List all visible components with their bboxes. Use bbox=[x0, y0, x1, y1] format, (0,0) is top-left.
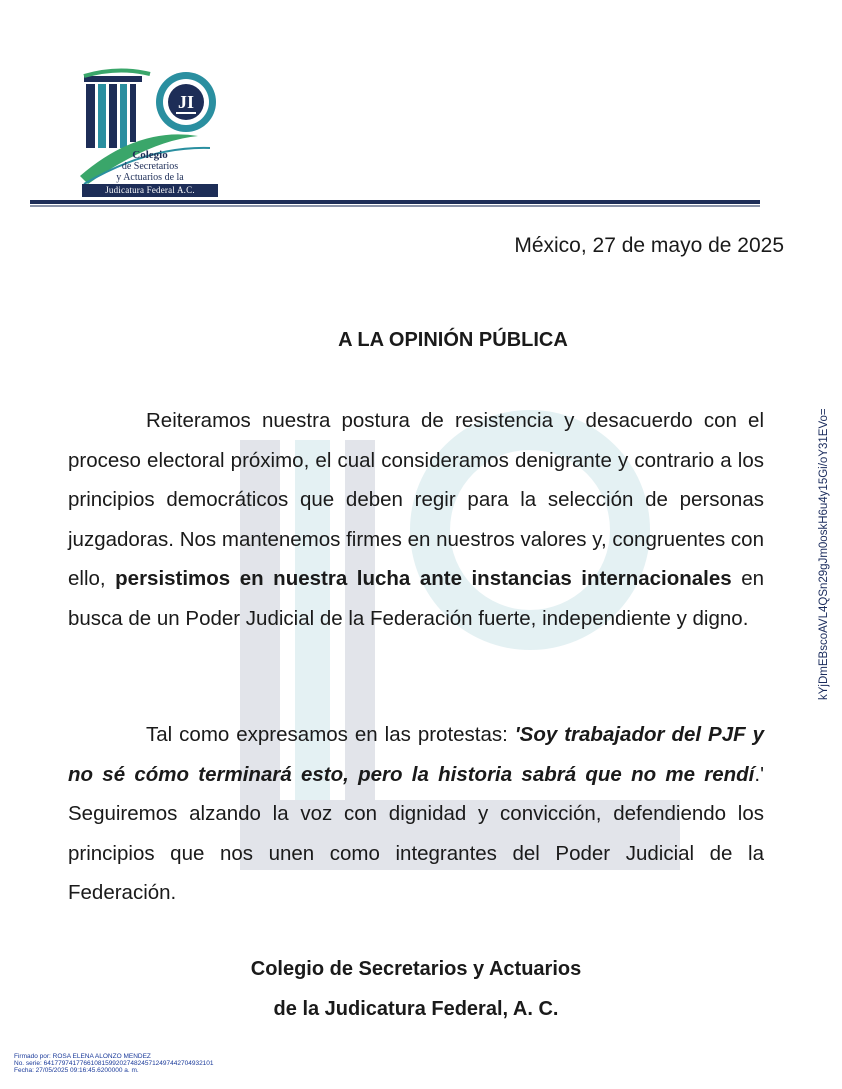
signature-line-1: Colegio de Secretarios y Actuarios bbox=[250, 958, 582, 980]
paragraph-1-end: en busca de un Poder Judicial de la Federación fuerte, independiente y digno. bbox=[68, 567, 764, 630]
signature-date: Fecha: 27/05/2025 09:16:45.6200000 a. m. bbox=[14, 1067, 139, 1074]
logo-wordmark bbox=[82, 150, 218, 197]
svg-text:JI: JI bbox=[177, 92, 195, 112]
header-rule bbox=[30, 200, 760, 204]
letter-heading: A LA OPINIÓN PÚBLICA bbox=[338, 329, 568, 351]
paragraph-2-end: .' Seguiremos alzando la voz con dignidad y convicción, defendiendo los principios que nos unen como integrantes del Poder Judicial de la Federación. bbox=[68, 762, 764, 904]
paragraph-1-text: Reiteramos nuestra postura de resistencia y desacuerdo con el proceso electoral próximo, el cual consideramos denigrante y contrario a los principios democráticos que deben regir para la selección de personas juzgadoras. Nos mantenemos firmes en nuestros valores y, congruentes con ello, bbox=[68, 409, 764, 590]
signature-line-2: de la Judicatura Federal, A. C. bbox=[273, 998, 559, 1020]
paragraph-2-text: Tal como expresamos en las protestas: bbox=[146, 723, 515, 746]
paragraph-2 bbox=[68, 715, 764, 913]
logo-line-4: Judicatura Federal A.C. bbox=[82, 184, 218, 197]
letter-date: México, 27 de mayo de 2025 bbox=[514, 234, 784, 257]
paragraph-1-bold: persistimos en nuestra lucha ante instancias internacionales bbox=[115, 567, 732, 590]
certificate-serial: No. serie: 64177974177661081599202748245712497442704932101 bbox=[14, 1060, 214, 1067]
digital-signature-hash: kYjDmEBscoAVL4QSn29gJm0oskH6u4y15Gi/oY31EVo= bbox=[818, 408, 830, 700]
paragraph-2-quote: 'Soy trabajador del PJF y no sé cómo terminará esto, pero la historia sabrá que no me rendí bbox=[68, 723, 764, 786]
paragraph-1 bbox=[68, 401, 764, 638]
logo-line-1: Colegio bbox=[132, 149, 168, 161]
logo-line-2: de Secretarios bbox=[121, 161, 179, 172]
header-rule-thin bbox=[30, 205, 760, 207]
signed-by: Firmado por: ROSA ELENA ALONZO MENDEZ bbox=[14, 1053, 151, 1060]
logo-line-3: y Actuarios de la bbox=[116, 172, 184, 183]
